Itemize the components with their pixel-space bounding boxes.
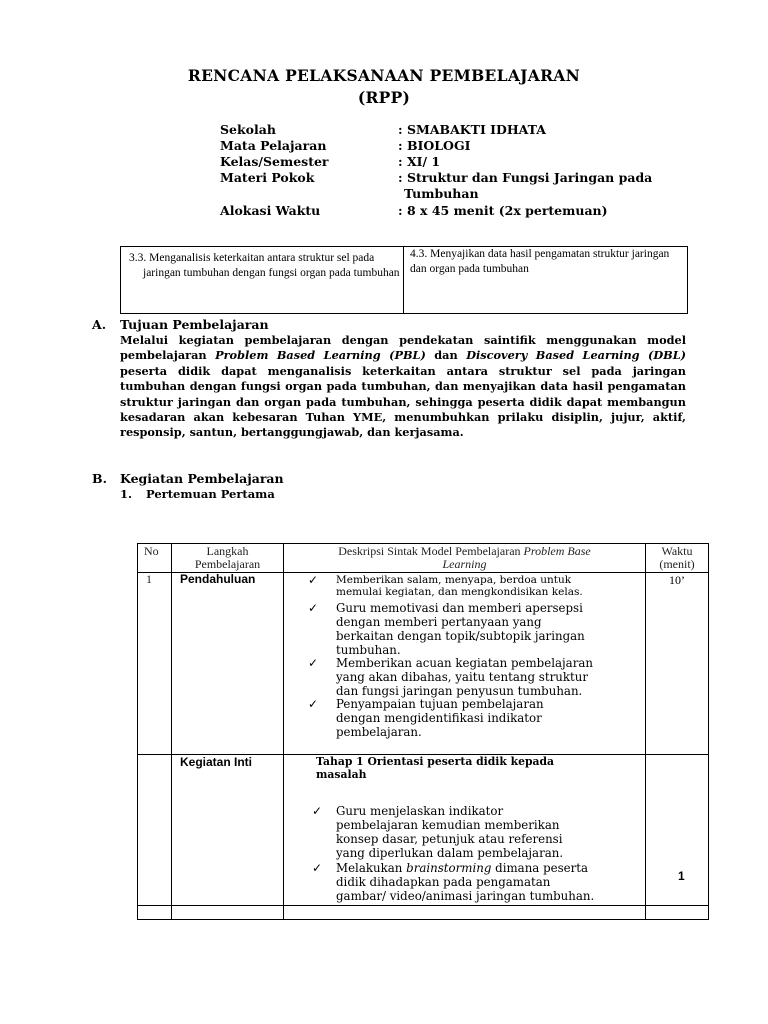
- row1-bullet-2: [308, 601, 638, 657]
- row2-langkah: Kegiatan Inti: [180, 755, 253, 769]
- section-b-heading: Kegiatan Pembelajaran: [120, 471, 284, 486]
- section-a-paragraph: [120, 333, 686, 441]
- row1-waktu: 10’: [669, 573, 685, 587]
- row1-b1-line2: memulai kegiatan, dan mengkondisikan kelas.: [336, 586, 583, 598]
- header-deskripsi: [284, 545, 645, 571]
- info-value-alokasi: : 8 x 45 menit (2x pertemuan): [398, 203, 608, 218]
- row1-b3-line3: dan fungsi jaringan penyusun tumbuhan.: [336, 684, 583, 698]
- row1-b2-line4: tumbuhan.: [336, 643, 401, 657]
- kd-right-text: 4.3. Menyajikan data hasil pengamatan struktur jaringan dan organ pada tumbuhan: [410, 248, 670, 275]
- check-icon: ✓: [312, 804, 323, 818]
- row1-b3-line1: Memberikan acuan kegiatan pembelajaran: [336, 656, 593, 670]
- row1-b2-line2: dengan memberi pertanyaan yang: [336, 615, 542, 629]
- row1-b2-line3: berkaitan dengan topik/subtopik jaringan: [336, 629, 585, 643]
- row2-tahap-line2: masalah: [316, 768, 367, 781]
- section-a-letter: A.: [92, 317, 107, 332]
- row1-bullet-1: [308, 574, 638, 600]
- row2-c1-line4: yang diperlukan dalam pembelajaran.: [336, 846, 564, 860]
- info-value-kelas: : XI/ 1: [398, 154, 441, 169]
- check-icon: ✓: [308, 601, 319, 615]
- subsection-number: 1.: [120, 487, 133, 501]
- header-waktu-1: Waktu: [661, 544, 693, 558]
- row1-no: 1: [146, 572, 152, 586]
- kd-cell-right: [404, 247, 686, 313]
- kd-table: [120, 246, 688, 314]
- info-value-mapel: : BIOLOGI: [398, 138, 471, 153]
- row1-b4-line2: dengan mengidentifikasi indikator: [336, 711, 542, 725]
- row2-tahap: [316, 755, 636, 781]
- row2-c1-line3: konsep dasar, petunjuk atau referensi: [336, 832, 563, 846]
- document-subtitle: (RPP): [357, 88, 411, 107]
- header-desc-italic-1: Problem Base: [523, 544, 591, 558]
- header-langkah-2: Pembelajaran: [194, 557, 261, 571]
- row2-c1-line1: Guru menjelaskan indikator: [336, 804, 504, 818]
- row2-tahap-rest: Orientasi peserta didik kepada: [367, 755, 555, 768]
- document-title: RENCANA PELAKSANAAN PEMBELAJARAN: [187, 66, 581, 85]
- header-waktu-2: (menit): [659, 557, 695, 571]
- pbl-term: Problem Based Learning (PBL): [215, 348, 426, 363]
- info-label-kelas: Kelas/Semester: [220, 154, 329, 169]
- check-icon: ✓: [308, 656, 319, 670]
- row1-langkah: Pendahuluan: [180, 572, 256, 586]
- section-a-heading: Tujuan Pembelajaran: [120, 317, 269, 332]
- row1-b3-line2: yang akan dibahas, yaitu tentang struktur: [336, 670, 588, 684]
- subsection-heading: Pertemuan Pertama: [146, 487, 275, 501]
- header-langkah-1: Langkah: [206, 544, 249, 558]
- row2-bullet-1: [312, 804, 642, 862]
- info-value-sekolah: : SMABAKTI IDHATA: [398, 122, 546, 137]
- row2-tahap-bold: Tahap 1: [316, 755, 364, 768]
- activity-table: [137, 543, 709, 920]
- info-value-materi: : Struktur dan Fungsi Jaringan pada: [398, 170, 653, 185]
- kd-left-text: 3.3. Menganalisis keterkaitan antara struktur sel pada jaringan tumbuhan dengan fungsi organ pada tumbuhan: [129, 252, 400, 279]
- dbl-term: Discovery Based Learning (DBL): [466, 348, 687, 363]
- row1-b4-line3: pembelajaran.: [336, 725, 422, 739]
- row2-c2-line1c: dimana peserta: [495, 861, 589, 875]
- check-icon: ✓: [308, 697, 319, 711]
- section-b-letter: B.: [92, 471, 107, 486]
- row2-c2-line2: didik dihadapkan pada pengamatan: [336, 875, 551, 889]
- info-label-sekolah: Sekolah: [220, 122, 276, 137]
- header-no: No: [144, 544, 159, 558]
- row1-b2-line1: Guru memotivasi dan memberi apersepsi: [336, 601, 583, 615]
- row2-c2-line1a: Melakukan: [336, 861, 403, 875]
- header-desc-italic-2: Learning: [442, 557, 487, 571]
- row1-b4-line1: Penyampaian tujuan pembelajaran: [336, 697, 544, 711]
- row1-bullet-3: [308, 656, 638, 698]
- info-label-mapel: Mata Pelajaran: [220, 138, 327, 153]
- info-label-alokasi: Alokasi Waktu: [220, 203, 321, 218]
- row2-c1-line2: pembelajaran kemudian memberikan: [336, 818, 560, 832]
- row2-bullet-2: [312, 861, 642, 905]
- identity-block: [0, 122, 768, 222]
- brainstorming-term: brainstorming: [406, 861, 492, 875]
- check-icon: ✓: [312, 861, 323, 875]
- header-langkah: [172, 545, 283, 571]
- page-number: 1: [678, 869, 685, 883]
- row2-c2-line3: gambar/ video/animasi jaringan tumbuhan.: [336, 889, 595, 903]
- header-desc-prefix: Deskripsi Sintak Model Pembelajaran: [338, 544, 521, 558]
- info-value-materi-cont: Tumbuhan: [404, 186, 479, 201]
- header-waktu: [646, 545, 708, 571]
- check-icon: ✓: [308, 573, 319, 587]
- para-part-3: peserta didik dapat menganalisis keterkaitan antara struktur sel pada jaringan tumbuhan dengan fungsi organ pada tumbuhan, dan menyajikan data hasil pengamatan struktur jaringan dan organ pada tumbuhan, sehingga peserta didik dapat membangun kesadaran akan kebesaran Tuhan YME, menumbuhkan prilaku disiplin, jujur, aktif, responsip, santun, bertanggungjawab, dan kerjasama.: [120, 363, 686, 440]
- info-label-materi: Materi Pokok: [220, 170, 315, 185]
- row1-b1-line1: Memberikan salam, menyapa, berdoa untuk: [336, 574, 572, 586]
- para-part-2: dan: [434, 348, 458, 363]
- row1-bullet-4: [308, 697, 638, 739]
- para-part-1: Melalui kegiatan pembelajaran dengan pendekatan saintifik menggunakan model pembelajaran: [120, 333, 686, 363]
- kd-cell-left: [121, 247, 404, 313]
